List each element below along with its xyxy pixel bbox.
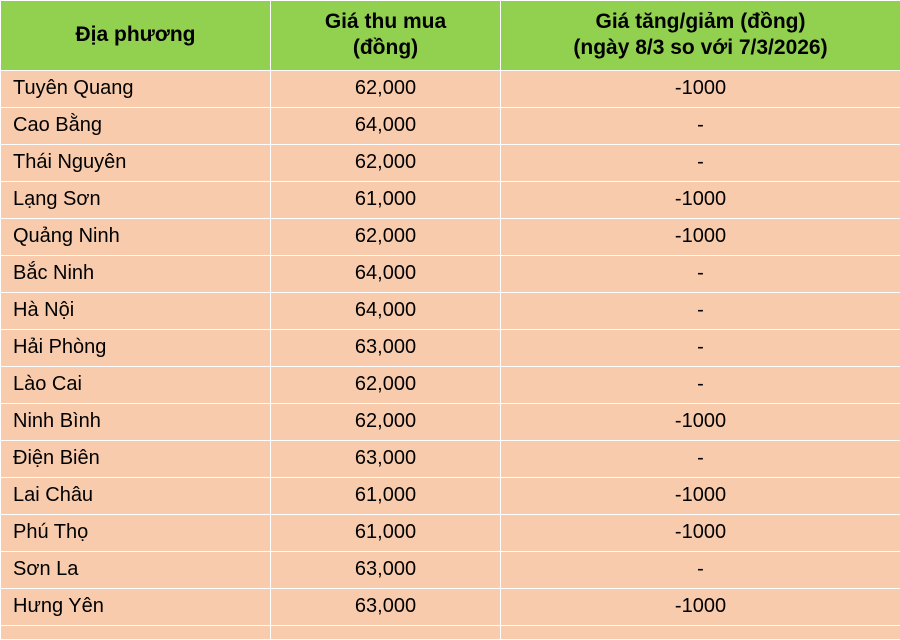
cell-change: - <box>501 144 900 181</box>
cell-change: -1000 <box>501 70 900 107</box>
cell-price: 64,000 <box>271 107 501 144</box>
cell-locality: Hưng Yên <box>1 588 271 625</box>
table-row <box>1 144 900 181</box>
cell-locality: Cao Bằng <box>1 107 271 144</box>
table-row <box>1 477 900 514</box>
cell-change: -1000 <box>501 477 900 514</box>
table-row <box>1 218 900 255</box>
cell-locality <box>1 625 271 639</box>
cell-price: 62,000 <box>271 70 501 107</box>
cell-price: 63,000 <box>271 588 501 625</box>
table-row <box>1 255 900 292</box>
column-header-change-label-line1: Giá tăng/giảm (đồng) <box>596 10 806 33</box>
table-row <box>1 588 900 625</box>
cell-price: 64,000 <box>271 255 501 292</box>
table-row <box>1 329 900 366</box>
cell-change: - <box>501 366 900 403</box>
cell-price: 61,000 <box>271 477 501 514</box>
cell-locality: Điện Biên <box>1 440 271 477</box>
table-row <box>1 551 900 588</box>
cell-change: -1000 <box>501 514 900 551</box>
table-row <box>1 514 900 551</box>
cell-locality: Sơn La <box>1 551 271 588</box>
cell-locality: Lạng Sơn <box>1 181 271 218</box>
cell-price: 62,000 <box>271 403 501 440</box>
column-header-change <box>501 1 900 71</box>
column-header-locality <box>1 1 271 71</box>
cell-price: 63,000 <box>271 551 501 588</box>
cell-locality: Thái Nguyên <box>1 144 271 181</box>
cell-locality: Lào Cai <box>1 366 271 403</box>
table-row <box>1 292 900 329</box>
cell-locality: Quảng Ninh <box>1 218 271 255</box>
cell-change: -1000 <box>501 403 900 440</box>
cell-change: - <box>501 255 900 292</box>
table-header-row <box>1 1 900 71</box>
table-row <box>1 107 900 144</box>
column-header-change-label-line2: (ngày 8/3 so với 7/3/2026) <box>573 36 827 59</box>
cell-price: 62,000 <box>271 218 501 255</box>
cell-locality: Hải Phòng <box>1 329 271 366</box>
cell-price: 62,000 <box>271 144 501 181</box>
column-header-price <box>271 1 501 71</box>
table-row <box>1 181 900 218</box>
cell-locality: Bắc Ninh <box>1 255 271 292</box>
cell-change: - <box>501 107 900 144</box>
cell-change: - <box>501 440 900 477</box>
column-header-price-label-line1: Giá thu mua <box>325 10 446 33</box>
column-header-locality-label: Địa phương <box>76 23 196 46</box>
cell-locality: Tuyên Quang <box>1 70 271 107</box>
cell-change <box>501 625 900 639</box>
cell-change: -1000 <box>501 218 900 255</box>
cell-price <box>271 625 501 639</box>
cell-price: 62,000 <box>271 366 501 403</box>
cell-change: -1000 <box>501 181 900 218</box>
cell-change: -1000 <box>501 588 900 625</box>
cell-price: 61,000 <box>271 514 501 551</box>
table-header <box>1 1 900 71</box>
column-header-price-label-line2: (đồng) <box>353 36 418 59</box>
cell-change: - <box>501 551 900 588</box>
table-body <box>1 70 900 639</box>
table-row <box>1 625 900 639</box>
table-row <box>1 403 900 440</box>
cell-change: - <box>501 292 900 329</box>
cell-locality: Hà Nội <box>1 292 271 329</box>
cell-locality: Lai Châu <box>1 477 271 514</box>
table-row <box>1 70 900 107</box>
table-row <box>1 440 900 477</box>
table-row <box>1 366 900 403</box>
cell-price: 63,000 <box>271 440 501 477</box>
cell-change: - <box>501 329 900 366</box>
cell-locality: Ninh Bình <box>1 403 271 440</box>
cell-price: 63,000 <box>271 329 501 366</box>
cell-locality: Phú Thọ <box>1 514 271 551</box>
cell-price: 64,000 <box>271 292 501 329</box>
cell-price: 61,000 <box>271 181 501 218</box>
